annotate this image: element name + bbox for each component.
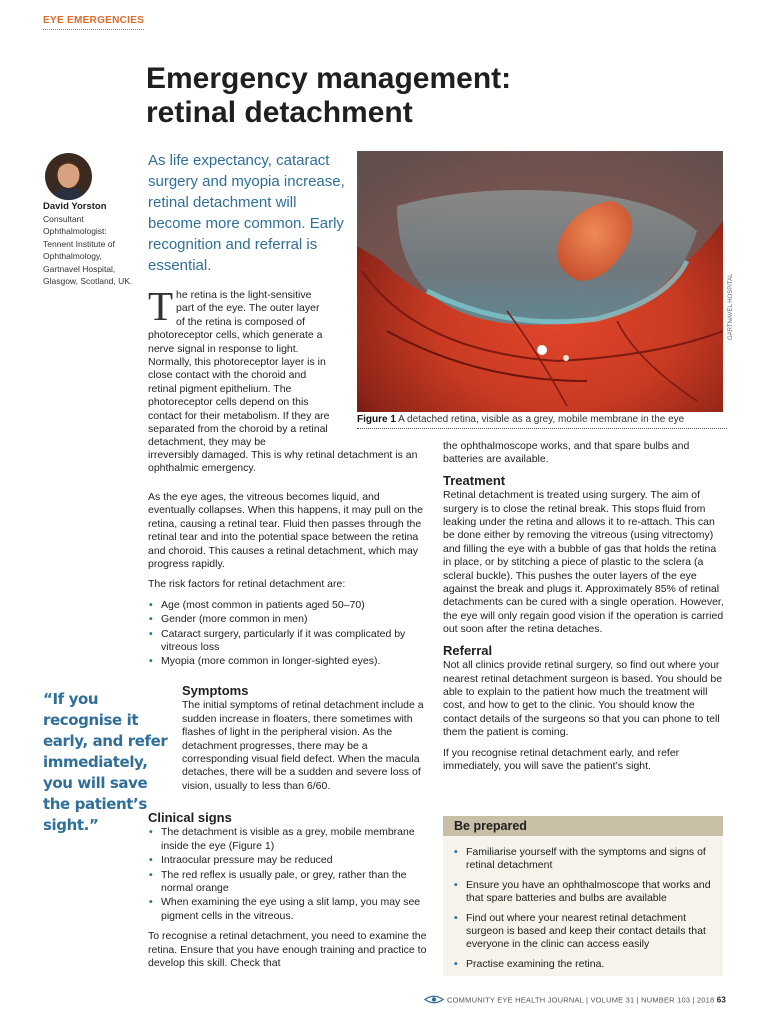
- photo-credit: GARTNAVEL HOSPITAL: [728, 273, 734, 340]
- pull-quote: “If you recognise it early, and refer immediately, you will save the patient’s sight.”: [43, 690, 168, 834]
- list-item: • Find out where your nearest retinal detachment surgeon is based and keep their contact details that everyone in the clinic can access easily: [453, 912, 713, 952]
- intro-paragraph: The retina is the light-sensitive part of the eye. The outer layer of the retina is composed of photoreceptor cells, which generate a nerve signal in response to light. Normally, this photoreceptor layer is in close contact with the choroid and retinal pigment epithelium. The photoreceptor cells depend on this contact for their metabolism. If they are separated from the choroid by a retinal detachment, they may be: [148, 283, 330, 449]
- be-prepared-box: [443, 816, 723, 976]
- risk-intro: The risk factors for retinal detachment are:: [148, 578, 346, 591]
- list-item: • The red reflex is usually pale, or grey, rather than the normal orange: [148, 869, 428, 896]
- page-number: 63: [716, 995, 726, 1005]
- list-item: • Familiarise yourself with the symptoms and signs of retinal detachment: [453, 846, 713, 873]
- clinical-paragraph: To recognise a retinal detachment, you need to examine the retina. Ensure that you have enough training and practice to develop this skill. Check that: [148, 930, 427, 970]
- list-item: • Cataract surgery, particularly if it was complicated by vitreous loss: [148, 628, 423, 655]
- eye-logo-icon: [424, 995, 444, 1006]
- paragraph-vitreous: As the eye ages, the vitreous becomes liquid, and eventually collapses. When this happens, it may pull on the retina, causing a retinal tear. Fluid then passes through the retinal tear and into the potential space between the retina and choroid. This causes a retinal detachment, which may progress rapidly.: [148, 491, 423, 571]
- be-prepared-list: [453, 846, 713, 971]
- lead-paragraph: As life expectancy, cataract surgery and myopia increase, retinal detachment will become more common. Early recognition and referral is essential.: [148, 152, 345, 274]
- symptoms-section: [182, 684, 432, 800]
- journal-info: COMMUNITY EYE HEALTH JOURNAL | VOLUME 31 | NUMBER 103 | 2018: [447, 995, 715, 1005]
- be-prepared-heading: Be prepared: [443, 816, 723, 836]
- clinical-signs-section: [148, 811, 428, 977]
- figure-label: Figure 1: [357, 414, 396, 425]
- article-title: [146, 62, 511, 130]
- treatment-heading: Treatment: [443, 472, 506, 488]
- referral-heading: Referral: [443, 642, 493, 658]
- list-item: • Gender (more common in men): [148, 613, 423, 626]
- section-label: EYE EMERGENCIES: [43, 15, 144, 30]
- list-item: • Ensure you have an ophthalmoscope that works and that spare batteries and bulbs are available: [453, 879, 713, 906]
- figure-caption-text: A detached retina, visible as a grey, mobile membrane in the eye: [398, 414, 685, 425]
- risk-factor-list: [148, 599, 423, 669]
- title-line-2: retinal detachment: [146, 96, 413, 129]
- treatment-text: Retinal detachment is treated using surgery. The aim of surgery is to close the retinal break. This stops fluid from leaking under the retina and allows it to re-attach. This can be done either by removing the vitreous (using vitrectomy) and filling the eye with a bubble of gas that holds the retina in place, or by stitching a piece of plastic to the sclera (a scleral buckle). This pushes the outer layers of the eye against the break and plugs it. Approximately 85% of retinal detachments can be cured with a single operation. However, the eye will only regain good vision if the operation is carried out soon after the retina detaches.: [443, 489, 724, 636]
- clinical-signs-heading: Clinical signs: [148, 810, 232, 825]
- continuation-paragraph: the ophthalmoscope works, and that spare bulbs and batteries are available.: [443, 440, 690, 466]
- list-item: • The detachment is visible as a grey, mobile membrane inside the eye (Figure 1): [148, 826, 428, 853]
- title-line-1: Emergency management:: [146, 62, 512, 95]
- symptoms-text: The initial symptoms of retinal detachment include a sudden increase in floaters, there sometimes with flashes of light in the peripheral vision. As the detachment progresses, there may be a corresponding visual field defect. When the macula detaches, there will be a sudden and severe loss of vision, usually to less than 6/60.: [182, 699, 424, 792]
- second-column-text: [443, 440, 725, 780]
- clinical-signs-list: [148, 826, 428, 923]
- figure-caption: [357, 414, 727, 429]
- symptoms-heading: Symptoms: [182, 683, 249, 698]
- referral-conclusion: If you recognise retinal detachment early, and refer immediately, you will save the patient’s sight.: [443, 746, 680, 772]
- list-item: • Age (most common in patients aged 50–70): [148, 599, 423, 612]
- author-photo: [45, 153, 92, 200]
- author-affiliation: Consultant Ophthalmologist: Tennent Institute of Ophthalmology, Gartnavel Hospital, Glasgow, Scotland, UK.: [43, 214, 133, 287]
- page-footer: [396, 995, 726, 1006]
- retina-figure-image: [357, 151, 723, 412]
- list-item: • Practise examining the retina.: [453, 958, 713, 971]
- list-item: • Intraocular pressure may be reduced: [148, 854, 428, 867]
- intro-paragraph-end: irreversibly damaged. This is why retinal detachment is an ophthalmic emergency.: [148, 449, 418, 475]
- list-item: • When examining the eye using a slit lamp, you may see pigment cells in the vitreous.: [148, 896, 428, 923]
- list-item: • Myopia (more common in longer-sighted eyes).: [148, 655, 423, 668]
- drop-cap: T: [148, 283, 174, 329]
- referral-text: Not all clinics provide retinal surgery, so find out where your nearest retinal detachment surgeon is based. You should be able to explain to the patient how much the treatment will cost, and how to get to the clinic. You should know the contact details of the surgeons so that you can phone to tell them the patient is coming.: [443, 659, 723, 739]
- main-column-text: [148, 491, 423, 670]
- author-name: David Yorston: [43, 201, 107, 212]
